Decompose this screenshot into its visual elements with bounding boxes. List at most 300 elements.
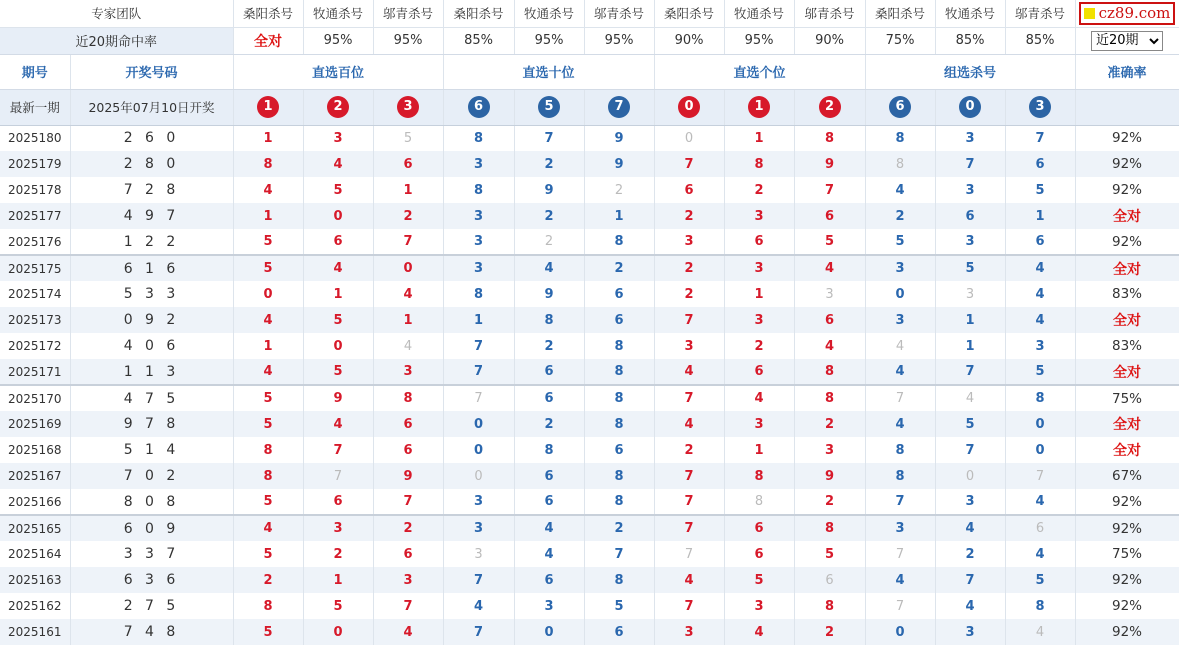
accuracy-cell: 92% (1075, 489, 1179, 515)
kill-number: 9 (584, 125, 654, 151)
draw-number: 0 9 2 (70, 307, 233, 333)
draw-number: 1 1 3 (70, 359, 233, 385)
kill-number: 5 (584, 593, 654, 619)
period-cell: 2025175 (0, 255, 70, 281)
kill-number: 8 (865, 437, 935, 463)
kill-number: 3 (724, 255, 794, 281)
period-cell: 2025171 (0, 359, 70, 385)
kill-number: 4 (654, 411, 724, 437)
kill-number: 6 (794, 307, 865, 333)
kill-number: 7 (584, 541, 654, 567)
accuracy-cell: 67% (1075, 463, 1179, 489)
kill-number: 7 (443, 567, 514, 593)
kill-number: 2 (794, 411, 865, 437)
kill-number: 6 (654, 177, 724, 203)
kill-number-miss: 7 (865, 593, 935, 619)
kill-number: 8 (584, 463, 654, 489)
accuracy-cell: 92% (1075, 125, 1179, 151)
pick-ball: 0 (678, 96, 700, 118)
kill-number: 5 (233, 385, 303, 411)
period-cell: 2025172 (0, 333, 70, 359)
expert-name: 牧通杀号 (514, 0, 584, 27)
draw-number: 3 3 7 (70, 541, 233, 567)
history-row (0, 359, 1179, 385)
kill-number-miss: 7 (865, 385, 935, 411)
kill-number: 4 (373, 281, 443, 307)
kill-number: 7 (373, 593, 443, 619)
kill-number: 6 (935, 203, 1005, 229)
hit-rate: 85% (1005, 27, 1075, 54)
kill-number: 6 (584, 437, 654, 463)
draw-number: 5 1 4 (70, 437, 233, 463)
kill-number-miss: 6 (1005, 515, 1075, 541)
kill-number: 5 (233, 255, 303, 281)
kill-number: 2 (724, 177, 794, 203)
expert-name: 桑阳杀号 (654, 0, 724, 27)
kill-number: 0 (865, 619, 935, 645)
expert-row (0, 0, 1179, 27)
kill-number: 2 (935, 541, 1005, 567)
expert-name: 牧通杀号 (935, 0, 1005, 27)
kill-number: 1 (233, 125, 303, 151)
kill-number: 0 (373, 255, 443, 281)
kill-number: 3 (935, 229, 1005, 255)
period-cell: 2025177 (0, 203, 70, 229)
kill-number: 8 (443, 177, 514, 203)
kill-number: 8 (794, 359, 865, 385)
kill-number: 5 (794, 229, 865, 255)
accuracy-cell: 92% (1075, 229, 1179, 255)
kill-number: 4 (514, 255, 584, 281)
kill-number: 6 (303, 489, 373, 515)
kill-number: 8 (865, 125, 935, 151)
kill-number: 3 (724, 307, 794, 333)
expert-name: 邬青杀号 (584, 0, 654, 27)
kill-number: 8 (584, 385, 654, 411)
kill-number: 8 (865, 463, 935, 489)
history-row (0, 255, 1179, 281)
kill-number: 1 (373, 307, 443, 333)
kill-number: 8 (584, 411, 654, 437)
kill-number: 8 (443, 125, 514, 151)
kill-number: 1 (724, 437, 794, 463)
period-range-select[interactable] (1091, 31, 1163, 51)
kill-number: 1 (303, 281, 373, 307)
expert-name: 牧通杀号 (724, 0, 794, 27)
history-row (0, 463, 1179, 489)
kill-number: 0 (233, 281, 303, 307)
pick-ball: 2 (819, 96, 841, 118)
kill-number: 7 (373, 489, 443, 515)
accuracy-cell: 全对 (1075, 255, 1179, 281)
kill-number: 3 (935, 489, 1005, 515)
kill-number: 4 (865, 359, 935, 385)
kill-number: 3 (443, 515, 514, 541)
pick-ball: 1 (748, 96, 770, 118)
kill-number: 6 (514, 385, 584, 411)
logo-text: cz89.com (1098, 4, 1171, 23)
kill-number: 5 (794, 541, 865, 567)
kill-number: 9 (794, 151, 865, 177)
kill-number: 2 (514, 411, 584, 437)
kill-number: 4 (373, 619, 443, 645)
kill-number: 8 (233, 437, 303, 463)
kill-number: 3 (724, 411, 794, 437)
kill-number: 3 (865, 515, 935, 541)
kill-number: 3 (935, 125, 1005, 151)
kill-number: 2 (303, 541, 373, 567)
kill-number: 8 (584, 229, 654, 255)
site-logo[interactable] (1079, 2, 1176, 25)
kill-number: 3 (865, 255, 935, 281)
draw-number: 9 7 8 (70, 411, 233, 437)
kill-number-miss: 5 (373, 125, 443, 151)
kill-number: 4 (443, 593, 514, 619)
kill-number: 6 (303, 229, 373, 255)
logo-cell (1075, 0, 1179, 27)
col-draw: 开奖号码 (70, 54, 233, 89)
hit-rate: 75% (865, 27, 935, 54)
expert-name: 牧通杀号 (303, 0, 373, 27)
kill-number: 6 (373, 437, 443, 463)
kill-number: 3 (724, 203, 794, 229)
kill-number: 6 (724, 359, 794, 385)
kill-number: 7 (935, 359, 1005, 385)
kill-number: 4 (233, 515, 303, 541)
history-row (0, 411, 1179, 437)
accuracy-cell: 92% (1075, 515, 1179, 541)
kill-number: 5 (233, 619, 303, 645)
kill-number: 2 (514, 333, 584, 359)
hit-rate: 90% (654, 27, 724, 54)
kill-number: 1 (443, 307, 514, 333)
kill-number: 2 (233, 567, 303, 593)
col-period: 期号 (0, 54, 70, 89)
kill-number: 5 (303, 307, 373, 333)
kill-number: 8 (794, 125, 865, 151)
kill-number: 4 (865, 411, 935, 437)
kill-number-miss: 7 (1005, 463, 1075, 489)
kill-number: 2 (865, 203, 935, 229)
kill-number: 0 (1005, 437, 1075, 463)
kill-number: 3 (443, 229, 514, 255)
kill-number-miss: 4 (373, 333, 443, 359)
accuracy-cell: 92% (1075, 619, 1179, 645)
kill-number-miss: 3 (794, 281, 865, 307)
col-combo: 组选杀号 (865, 54, 1075, 89)
history-row (0, 151, 1179, 177)
expert-name: 邬青杀号 (373, 0, 443, 27)
kill-number: 7 (443, 333, 514, 359)
accuracy-cell: 75% (1075, 541, 1179, 567)
kill-number: 2 (794, 489, 865, 515)
kill-number: 3 (654, 619, 724, 645)
col-accuracy: 准确率 (1075, 54, 1179, 89)
history-row (0, 125, 1179, 151)
kill-number: 0 (865, 281, 935, 307)
kill-number: 1 (303, 567, 373, 593)
kill-number-miss: 7 (865, 541, 935, 567)
kill-number: 6 (724, 541, 794, 567)
kill-number: 3 (303, 515, 373, 541)
kill-number: 6 (1005, 151, 1075, 177)
kill-number: 8 (373, 385, 443, 411)
kill-number: 1 (935, 307, 1005, 333)
kill-number: 5 (1005, 177, 1075, 203)
period-cell: 2025164 (0, 541, 70, 567)
kill-number: 9 (514, 177, 584, 203)
kill-number: 5 (865, 229, 935, 255)
kill-number: 6 (724, 229, 794, 255)
kill-number: 2 (514, 151, 584, 177)
period-cell: 2025174 (0, 281, 70, 307)
period-select-cell (1075, 27, 1179, 54)
kill-number: 0 (443, 411, 514, 437)
kill-number: 4 (303, 151, 373, 177)
kill-number: 5 (935, 255, 1005, 281)
kill-number: 4 (724, 385, 794, 411)
kill-number: 3 (373, 359, 443, 385)
kill-number: 8 (584, 359, 654, 385)
pick-ball: 1 (257, 96, 279, 118)
kill-number: 4 (303, 255, 373, 281)
hit-rate: 95% (584, 27, 654, 54)
kill-number: 5 (233, 541, 303, 567)
history-row (0, 281, 1179, 307)
kill-number: 4 (865, 567, 935, 593)
kill-number: 2 (514, 203, 584, 229)
kill-number-miss: 8 (865, 151, 935, 177)
draw-number: 7 4 8 (70, 619, 233, 645)
history-row (0, 567, 1179, 593)
draw-number: 6 0 9 (70, 515, 233, 541)
kill-number: 3 (724, 593, 794, 619)
draw-number: 5 3 3 (70, 281, 233, 307)
kill-number-miss: 6 (794, 567, 865, 593)
pick-ball: 3 (1029, 96, 1051, 118)
kill-number: 4 (724, 619, 794, 645)
kill-number: 4 (794, 333, 865, 359)
pick-ball: 6 (889, 96, 911, 118)
kill-number: 7 (1005, 125, 1075, 151)
draw-number: 7 2 8 (70, 177, 233, 203)
kill-number: 8 (514, 307, 584, 333)
kill-number: 6 (1005, 229, 1075, 255)
accuracy-cell: 全对 (1075, 437, 1179, 463)
col-hundreds: 直选百位 (233, 54, 443, 89)
team-label: 专家团队 (0, 0, 233, 27)
period-cell: 2025162 (0, 593, 70, 619)
period-cell: 2025165 (0, 515, 70, 541)
col-units: 直选个位 (654, 54, 865, 89)
kill-number: 9 (514, 281, 584, 307)
kill-number: 3 (443, 151, 514, 177)
kill-number: 5 (233, 489, 303, 515)
kill-number-miss: 4 (935, 385, 1005, 411)
pick-ball: 5 (538, 96, 560, 118)
kill-number: 3 (794, 437, 865, 463)
hit-rate: 全对 (233, 27, 303, 54)
kill-number: 3 (443, 203, 514, 229)
pick-ball: 3 (397, 96, 419, 118)
logo-square-icon (1084, 8, 1095, 19)
accuracy-cell: 92% (1075, 567, 1179, 593)
period-cell: 2025179 (0, 151, 70, 177)
kill-number: 8 (724, 463, 794, 489)
hit-rate: 95% (303, 27, 373, 54)
kill-number-miss: 8 (724, 489, 794, 515)
kill-number: 4 (233, 177, 303, 203)
period-cell: 2025169 (0, 411, 70, 437)
kill-number: 2 (654, 203, 724, 229)
kill-number: 0 (443, 437, 514, 463)
kill-number: 6 (584, 281, 654, 307)
kill-number: 2 (654, 437, 724, 463)
kill-number: 3 (654, 229, 724, 255)
kill-number-miss: 2 (584, 177, 654, 203)
kill-number: 1 (724, 125, 794, 151)
history-row (0, 489, 1179, 515)
kill-number: 7 (794, 177, 865, 203)
latest-label: 最新一期 (0, 89, 70, 125)
kill-number: 3 (373, 567, 443, 593)
draw-number: 2 8 0 (70, 151, 233, 177)
kill-number: 0 (1005, 411, 1075, 437)
kill-number-miss: 3 (935, 281, 1005, 307)
kill-number-miss: 2 (514, 229, 584, 255)
kill-number: 6 (514, 567, 584, 593)
kill-number-miss: 3 (443, 541, 514, 567)
expert-name: 桑阳杀号 (865, 0, 935, 27)
kill-number: 2 (584, 255, 654, 281)
kill-number-miss: 4 (1005, 619, 1075, 645)
latest-row (0, 89, 1179, 125)
kill-number: 4 (935, 515, 1005, 541)
hit-rate: 85% (443, 27, 514, 54)
kill-number: 6 (794, 203, 865, 229)
draw-number: 6 1 6 (70, 255, 233, 281)
pick-ball: 7 (608, 96, 630, 118)
kill-number: 8 (584, 567, 654, 593)
kill-number: 9 (584, 151, 654, 177)
kill-number: 0 (514, 619, 584, 645)
kill-number: 4 (514, 541, 584, 567)
accuracy-cell: 75% (1075, 385, 1179, 411)
kill-number: 8 (724, 151, 794, 177)
kill-number: 5 (303, 359, 373, 385)
period-cell: 2025178 (0, 177, 70, 203)
kill-number: 8 (794, 515, 865, 541)
expert-name: 桑阳杀号 (443, 0, 514, 27)
kill-number: 8 (514, 437, 584, 463)
history-row (0, 619, 1179, 645)
kill-number: 7 (935, 437, 1005, 463)
history-row (0, 385, 1179, 411)
kill-number: 6 (724, 515, 794, 541)
kill-number: 0 (303, 203, 373, 229)
kill-number: 7 (654, 385, 724, 411)
kill-number: 8 (443, 281, 514, 307)
history-row (0, 177, 1179, 203)
period-cell: 2025161 (0, 619, 70, 645)
kill-number: 6 (514, 489, 584, 515)
kill-number: 4 (1005, 255, 1075, 281)
kill-number: 9 (303, 385, 373, 411)
kill-number-miss: 7 (443, 385, 514, 411)
latest-date: 2025年07月10日开奖 (70, 89, 233, 125)
kill-number: 8 (1005, 385, 1075, 411)
kill-number: 4 (233, 359, 303, 385)
kill-number: 3 (443, 489, 514, 515)
kill-number: 3 (443, 255, 514, 281)
kill-number: 8 (233, 151, 303, 177)
period-cell: 2025168 (0, 437, 70, 463)
kill-number: 4 (1005, 281, 1075, 307)
accuracy-cell: 92% (1075, 151, 1179, 177)
period-cell: 2025176 (0, 229, 70, 255)
kill-number: 7 (514, 125, 584, 151)
kill-number: 4 (233, 307, 303, 333)
hit-rate: 85% (935, 27, 1005, 54)
kill-number: 4 (794, 255, 865, 281)
kill-number: 4 (303, 411, 373, 437)
hit-rate-row (0, 27, 1179, 54)
period-cell: 2025167 (0, 463, 70, 489)
kill-number: 3 (303, 125, 373, 151)
kill-number: 1 (1005, 203, 1075, 229)
kill-number: 9 (794, 463, 865, 489)
accuracy-cell: 83% (1075, 333, 1179, 359)
accuracy-cell: 92% (1075, 177, 1179, 203)
kill-number: 7 (443, 619, 514, 645)
kill-number: 8 (794, 593, 865, 619)
kill-number: 4 (654, 359, 724, 385)
kill-number: 6 (373, 151, 443, 177)
kill-number: 7 (654, 463, 724, 489)
kill-number: 7 (373, 229, 443, 255)
kill-number: 1 (724, 281, 794, 307)
draw-number: 2 7 5 (70, 593, 233, 619)
draw-number: 7 0 2 (70, 463, 233, 489)
kill-number: 7 (865, 489, 935, 515)
history-row (0, 333, 1179, 359)
kill-number: 2 (373, 515, 443, 541)
kill-number: 4 (935, 593, 1005, 619)
kill-number-miss: 0 (935, 463, 1005, 489)
kill-number: 7 (443, 359, 514, 385)
kill-number: 2 (584, 515, 654, 541)
kill-number: 1 (233, 333, 303, 359)
kill-number: 5 (303, 177, 373, 203)
kill-number: 3 (865, 307, 935, 333)
col-tens: 直选十位 (443, 54, 654, 89)
pick-ball: 0 (959, 96, 981, 118)
accuracy-cell: 92% (1075, 593, 1179, 619)
kill-number: 8 (584, 333, 654, 359)
kill-number: 2 (654, 255, 724, 281)
kill-number-miss: 0 (654, 125, 724, 151)
kill-number: 6 (373, 411, 443, 437)
kill-number: 5 (724, 567, 794, 593)
kill-number: 3 (935, 177, 1005, 203)
kill-number: 4 (865, 177, 935, 203)
expert-name: 邬青杀号 (1005, 0, 1075, 27)
kill-number: 4 (1005, 541, 1075, 567)
kill-number: 4 (1005, 307, 1075, 333)
kill-number: 4 (1005, 489, 1075, 515)
kill-number: 7 (935, 567, 1005, 593)
kill-number: 7 (935, 151, 1005, 177)
